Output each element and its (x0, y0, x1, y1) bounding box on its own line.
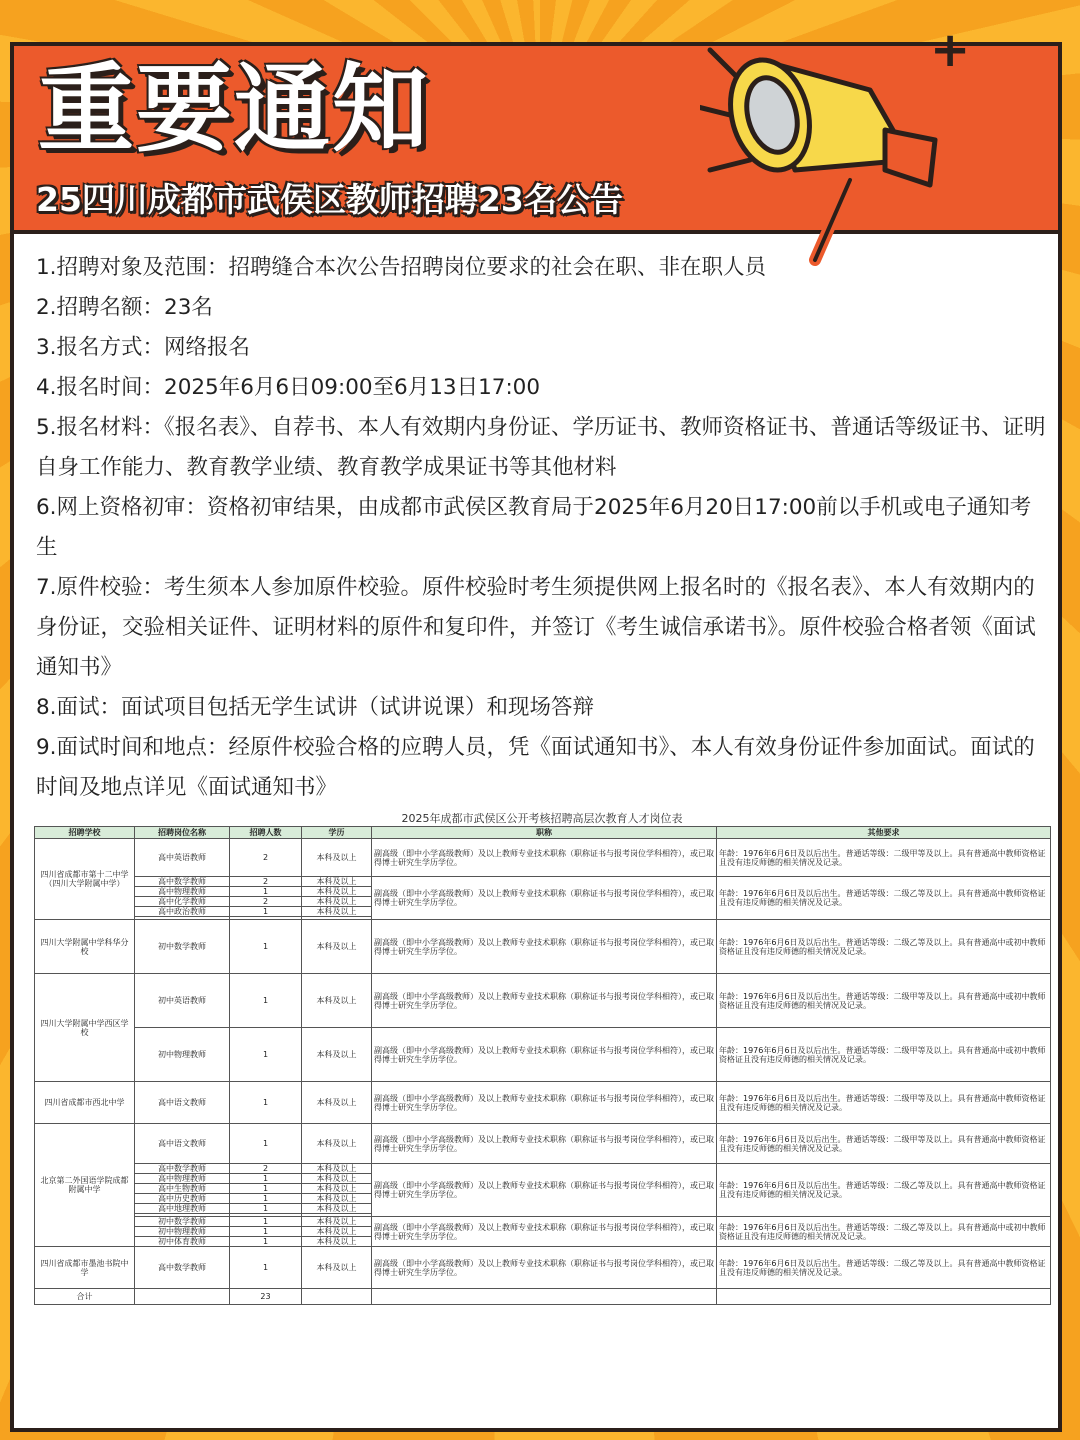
position-cell: 高中物理教师 (135, 1174, 230, 1184)
total-label-cell: 合计 (35, 1289, 135, 1305)
other-req-cell: 年龄：1976年6月6日及以后出生。普通话等级：二级乙等及以上。具有普通高中教师资格证且没有违反师德的相关情况及记录。 (717, 877, 1051, 920)
table-row (35, 1124, 1051, 1164)
notice-item: 7.原件校验：考生须本人参加原件校验。原件校验时考生须提供网上报名时的《报名表》、本人有效期内的身份证，交验相关证件、证明材料的原件和复印件，并签订《考生诚信承诺书》。原件校验合格者领《面试通知书》 (36, 575, 1036, 680)
other-req-cell: 年龄：1976年6月6日及以后出生。普通话等级：二级乙等及以上。具有普通高中或初中教师资格证且没有违反师德的相关情况及记录。 (717, 1217, 1051, 1247)
title-req-cell: 副高级（即中小学高级教师）及以上教师专业技术职称（职称证书与报考岗位学科相符），或已取得博士研究生学历学位。 (372, 1247, 717, 1289)
table-header-cell: 招聘岗位名称 (135, 827, 230, 839)
count-cell: 1 (230, 1237, 302, 1247)
count-cell: 1 (230, 1227, 302, 1237)
count-cell: 1 (230, 1204, 302, 1214)
edu-cell: 本科及以上 (302, 1217, 372, 1227)
other-req-cell: 年龄：1976年6月6日及以后出生。普通话等级：二级甲等及以上。具有普通高中教师资格证且没有违反师德的相关情况及记录。 (717, 1124, 1051, 1164)
table-row (35, 1164, 1051, 1174)
table-row (35, 1217, 1051, 1227)
title-req-cell: 副高级（即中小学高级教师）及以上教师专业技术职称（职称证书与报考岗位学科相符），或已取得博士研究生学历学位。 (372, 877, 717, 920)
table-row (35, 839, 1051, 877)
page-subtitle: 25四川成都市武侯区教师招聘23名公告 (36, 180, 623, 219)
notice-item: 6.网上资格初审：资格初审结果，由成都市武侯区教育局于2025年6月20日17:00前以手机或电子通知考生 (36, 495, 1032, 560)
edu-cell: 本科及以上 (302, 887, 372, 897)
edu-cell: 本科及以上 (302, 1124, 372, 1164)
count-cell: 2 (230, 839, 302, 877)
table-header-cell: 招聘学校 (35, 827, 135, 839)
position-cell: 初中物理教师 (135, 1028, 230, 1082)
other-req-cell: 年龄：1976年6月6日及以后出生。普通话等级：二级乙等及以上。具有普通高中或初中教师资格证且没有违反师德的相关情况及记录。 (717, 920, 1051, 974)
notice-item: 1.招聘对象及范围：招聘缝合本次公告招聘岗位要求的社会在职、非在职人员 (36, 255, 767, 280)
notice-item: 4.报名时间：2025年6月6日09:00至6月13日17:00 (36, 375, 541, 400)
title-req-cell: 副高级（即中小学高级教师）及以上教师专业技术职称（职称证书与报考岗位学科相符），或已取得博士研究生学历学位。 (372, 1028, 717, 1082)
edu-cell: 本科及以上 (302, 1237, 372, 1247)
count-cell: 1 (230, 887, 302, 897)
notice-item: 8.面试：面试项目包括无学生试讲（试讲说课）和现场答辩 (36, 695, 595, 720)
count-cell: 2 (230, 1164, 302, 1174)
edu-cell: 本科及以上 (302, 1204, 372, 1214)
notice-item: 5.报名材料：《报名表》、自荐书、本人有效期内身份证、学历证书、教师资格证书、普通话等级证书、证明自身工作能力、教育教学业绩、教育教学成果证书等其他材料 (36, 415, 1046, 480)
page-title: 重要通知 (38, 53, 430, 165)
table-header-row (35, 827, 1051, 839)
edu-cell: 本科及以上 (302, 839, 372, 877)
title-req-cell: 副高级（即中小学高级教师）及以上教师专业技术职称（职称证书与报考岗位学科相符），或已取得博士研究生学历学位。 (372, 974, 717, 1028)
notice-item: 9.面试时间和地点：经原件校验合格的应聘人员，凭《面试通知书》、本人有效身份证件参加面试。面试的时间及地点详见《面试通知书》 (36, 735, 1035, 800)
table-row (35, 920, 1051, 974)
position-cell: 高中英语教师 (135, 839, 230, 877)
edu-cell: 本科及以上 (302, 1174, 372, 1184)
count-cell: 1 (230, 1184, 302, 1194)
edu-cell: 本科及以上 (302, 1082, 372, 1124)
count-cell: 1 (230, 907, 302, 917)
table-row (35, 1247, 1051, 1289)
title-req-cell: 副高级（即中小学高级教师）及以上教师专业技术职称（职称证书与报考岗位学科相符），或已取得博士研究生学历学位。 (372, 1082, 717, 1124)
notice-item: 2.招聘名额：23名 (36, 295, 213, 320)
edu-cell: 本科及以上 (302, 1028, 372, 1082)
table-header-cell: 其他要求 (717, 827, 1051, 839)
school-cell: 四川省成都市第十二中学（四川大学附属中学） (35, 839, 135, 920)
count-cell: 1 (230, 1217, 302, 1227)
school-cell: 四川大学附属中学科华分校 (35, 920, 135, 974)
table-header-cell: 招聘人数 (230, 827, 302, 839)
table-header-cell: 职称 (372, 827, 717, 839)
table-header-cell: 学历 (302, 827, 372, 839)
other-req-cell: 年龄：1976年6月6日及以后出生。普通话等级：二级甲等及以上。具有普通高中或初中教师资格证且没有违反师德的相关情况及记录。 (717, 1028, 1051, 1082)
school-cell: 四川省成都市墨池书院中学 (35, 1247, 135, 1289)
total-count-cell: 23 (230, 1289, 302, 1305)
edu-cell: 本科及以上 (302, 877, 372, 887)
edu-cell: 本科及以上 (302, 1227, 372, 1237)
position-cell: 高中数学教师 (135, 1164, 230, 1174)
position-cell: 初中体育教师 (135, 1237, 230, 1247)
count-cell: 1 (230, 974, 302, 1028)
plus-icon: + (930, 22, 971, 78)
edu-cell: 本科及以上 (302, 1247, 372, 1289)
count-cell: 2 (230, 877, 302, 887)
school-cell: 北京第二外国语学院成都附属中学 (35, 1124, 135, 1247)
edu-cell: 本科及以上 (302, 974, 372, 1028)
position-cell: 高中数学教师 (135, 1247, 230, 1289)
position-cell: 初中数学教师 (135, 1217, 230, 1227)
position-cell: 高中生物教师 (135, 1184, 230, 1194)
position-cell: 初中数学教师 (135, 920, 230, 974)
position-cell: 高中化学教师 (135, 897, 230, 907)
edu-cell: 本科及以上 (302, 1194, 372, 1204)
position-cell: 初中英语教师 (135, 974, 230, 1028)
count-cell: 1 (230, 1194, 302, 1204)
position-cell: 高中语文教师 (135, 1124, 230, 1164)
other-req-cell: 年龄：1976年6月6日及以后出生。普通话等级：二级甲等及以上。具有普通高中教师资格证且没有违反师德的相关情况及记录。 (717, 839, 1051, 877)
title-req-cell: 副高级（即中小学高级教师）及以上教师专业技术职称（职称证书与报考岗位学科相符），或已取得博士研究生学历学位。 (372, 839, 717, 877)
count-cell: 1 (230, 1082, 302, 1124)
notice-item: 3.报名方式：网络报名 (36, 335, 251, 360)
count-cell: 1 (230, 1028, 302, 1082)
other-req-cell: 年龄：1976年6月6日及以后出生。普通话等级：二级甲等及以上。具有普通高中教师资格证且没有违反师德的相关情况及记录。 (717, 1082, 1051, 1124)
position-cell: 高中政治教师 (135, 907, 230, 917)
count-cell: 1 (230, 920, 302, 974)
title-req-cell: 副高级（即中小学高级教师）及以上教师专业技术职称（职称证书与报考岗位学科相符），或已取得博士研究生学历学位。 (372, 920, 717, 974)
table-title: 2025年成都市武侯区公开考核招聘高层次教育人才岗位表 (401, 812, 683, 825)
count-cell: 1 (230, 1174, 302, 1184)
megaphone-icon (700, 20, 1020, 280)
edu-cell: 本科及以上 (302, 920, 372, 974)
school-cell: 四川大学附属中学西区学校 (35, 974, 135, 1082)
position-cell: 高中语文教师 (135, 1082, 230, 1124)
table-row (35, 1028, 1051, 1082)
title-req-cell: 副高级（即中小学高级教师）及以上教师专业技术职称（职称证书与报考岗位学科相符），或已取得博士研究生学历学位。 (372, 1164, 717, 1217)
position-cell: 初中物理教师 (135, 1227, 230, 1237)
notice-body (36, 248, 1052, 808)
edu-cell: 本科及以上 (302, 907, 372, 917)
other-req-cell: 年龄：1976年6月6日及以后出生。普通话等级：二级乙等及以上。具有普通高中教师资格证且没有违反师德的相关情况及记录。 (717, 1164, 1051, 1217)
edu-cell: 本科及以上 (302, 1164, 372, 1174)
position-cell: 高中历史教师 (135, 1194, 230, 1204)
title-req-cell: 副高级（即中小学高级教师）及以上教师专业技术职称（职称证书与报考岗位学科相符），或已取得博士研究生学历学位。 (372, 1124, 717, 1164)
school-cell: 四川省成都市西北中学 (35, 1082, 135, 1124)
count-cell: 2 (230, 897, 302, 907)
total-row (35, 1289, 1051, 1305)
title-req-cell: 副高级（即中小学高级教师）及以上教师专业技术职称（职称证书与报考岗位学科相符），或已取得博士研究生学历学位。 (372, 1217, 717, 1247)
edu-cell: 本科及以上 (302, 1184, 372, 1194)
position-cell: 高中数学教师 (135, 877, 230, 887)
count-cell: 1 (230, 1124, 302, 1164)
count-cell: 1 (230, 1247, 302, 1289)
table-row (35, 1082, 1051, 1124)
position-cell: 高中物理教师 (135, 887, 230, 897)
other-req-cell: 年龄：1976年6月6日及以后出生。普通话等级：二级乙等及以上。具有普通高中教师资格证且没有违反师德的相关情况及记录。 (717, 1247, 1051, 1289)
position-cell: 高中地理教师 (135, 1204, 230, 1214)
other-req-cell: 年龄：1976年6月6日及以后出生。普通话等级：二级甲等及以上。具有普通高中或初中教师资格证且没有违反师德的相关情况及记录。 (717, 974, 1051, 1028)
table-row (35, 877, 1051, 887)
table-row (35, 974, 1051, 1028)
positions-table-image (34, 812, 1050, 1412)
positions-table (34, 826, 1051, 1305)
edu-cell: 本科及以上 (302, 897, 372, 907)
